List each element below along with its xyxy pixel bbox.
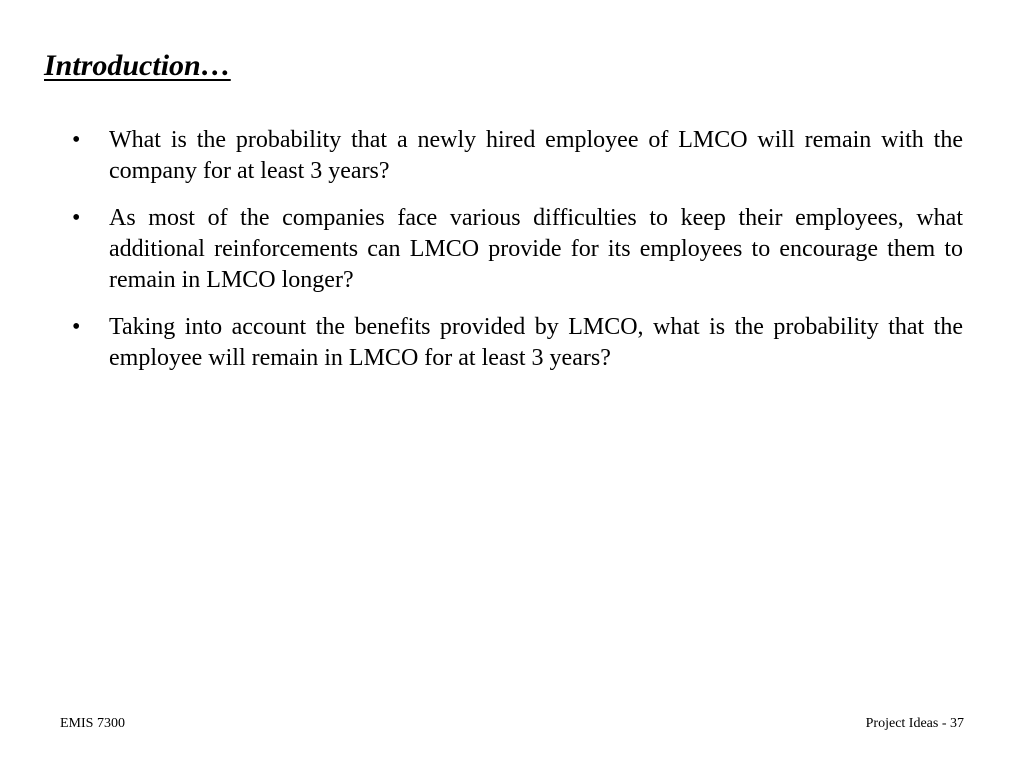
slide-title: Introduction… xyxy=(44,49,231,82)
bullet-text: Taking into account the benefits provided by LMCO, what is the probability that the employee will remain in LMCO for at least 3 years? xyxy=(109,314,963,371)
bullet-text: What is the probability that a newly hired employee of LMCO will remain with the company for at least 3 years? xyxy=(109,127,963,184)
bullet-list xyxy=(0,125,1024,390)
bullet-marker: • xyxy=(72,127,81,153)
bullet-item xyxy=(0,312,963,374)
bullet-item xyxy=(0,125,963,187)
bullet-marker: • xyxy=(72,205,81,231)
bullet-item xyxy=(0,203,963,296)
footer-page-label: Project Ideas - 37 xyxy=(865,716,964,731)
footer-course-code: EMIS 7300 xyxy=(60,716,125,731)
bullet-marker: • xyxy=(72,314,81,340)
bullet-text: As most of the companies face various difficulties to keep their employees, what additional reinforcements can LMCO provide for its employees to encourage them to remain in LMCO longer? xyxy=(109,205,963,293)
